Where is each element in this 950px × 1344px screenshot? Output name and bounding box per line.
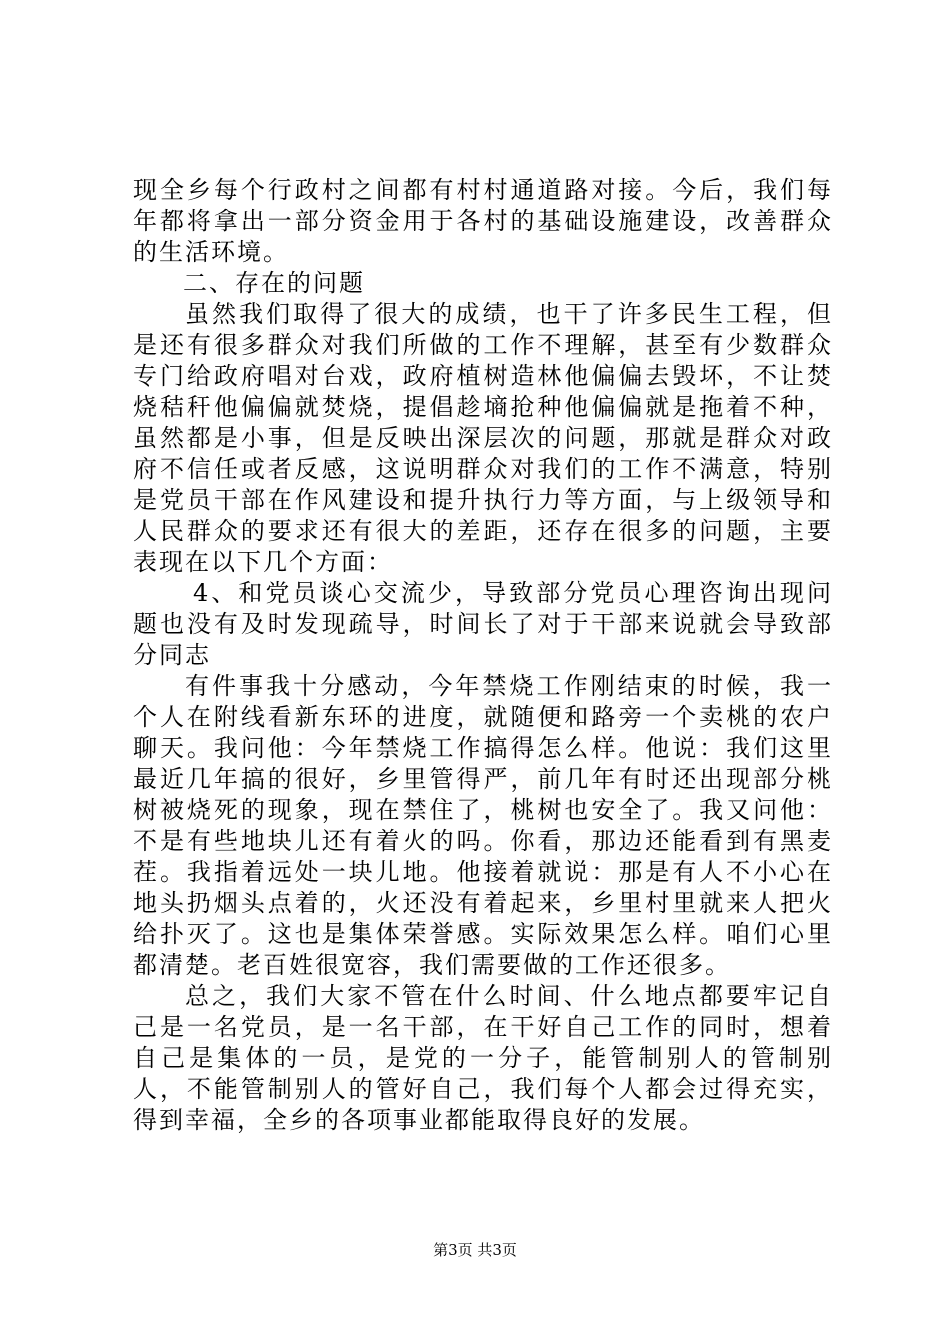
page-number-footer: 第3页 共3页 <box>433 1241 517 1259</box>
paragraph-conclusion: 总之，我们大家不管在什么时间、什么地点都要牢记自己是一名党员，是一名干部，在干好自己工作的同时，想着自己是集体的一员，是党的一分子，能管制别人的管制别人，不能管制别人的管好自己，我们每个人都会过得充实，得到幸福，全乡的各项事业都能取得良好的发展。 <box>133 982 833 1134</box>
paragraph-anecdote: 有件事我十分感动，今年禁烧工作刚结束的时候，我一个人在附线看新东环的进度，就随便和路旁一个卖桃的农户聊天。我问他：今年禁烧工作搞得怎么样。他说：我们这里最近几年搞的很好，乡里管得严，前几年有时还出现部分桃树被烧死的现象，现在禁住了，桃树也安全了。我又问他：不是有些地块儿还有着火的吗。你看，那边还能看到有黑麦茬。我指着远处一块儿地。他接着就说：那是有人不小心在地头扔烟头点着的，火还没有着起来，乡里村里就来人把火给扑灭了。这也是集体荣誉感。实际效果怎么样。咱们心里都清楚。老百姓很宽容，我们需要做的工作还很多。 <box>133 672 833 979</box>
paragraph-item-4: 4、和党员谈心交流少，导致部分党员心理咨询出现问题也没有及时发现疏导，时间长了对于干部来说就会导致部分同志 <box>133 579 833 669</box>
paragraph-intro-continuation: 现全乡每个行政村之间都有村村通道路对接。今后，我们每年都将拿出一部分资金用于各村的基础设施建设，改善群众的生活环境。 <box>133 176 833 266</box>
paragraph-problems: 虽然我们取得了很大的成绩，也干了许多民生工程，但是还有很多群众对我们所做的工作不理解，甚至有少数群众专门给政府唱对台戏，政府植树造林他偏偏去毁坏，不让焚烧秸秆他偏偏就焚烧，提倡趁墒抢种他偏偏就是拖着不种，虽然都是小事，但是反映出深层次的问题，那就是群众对政府不信任或者反感，这说明群众对我们的工作不满意，特别是党员干部在作风建设和提升执行力等方面，与上级领导和人民群众的要求还有很大的差距，还存在很多的问题，主要表现在以下几个方面： <box>133 300 833 576</box>
section-heading-problems: 二、存在的问题 <box>183 269 365 297</box>
document-body <box>133 175 833 1136</box>
